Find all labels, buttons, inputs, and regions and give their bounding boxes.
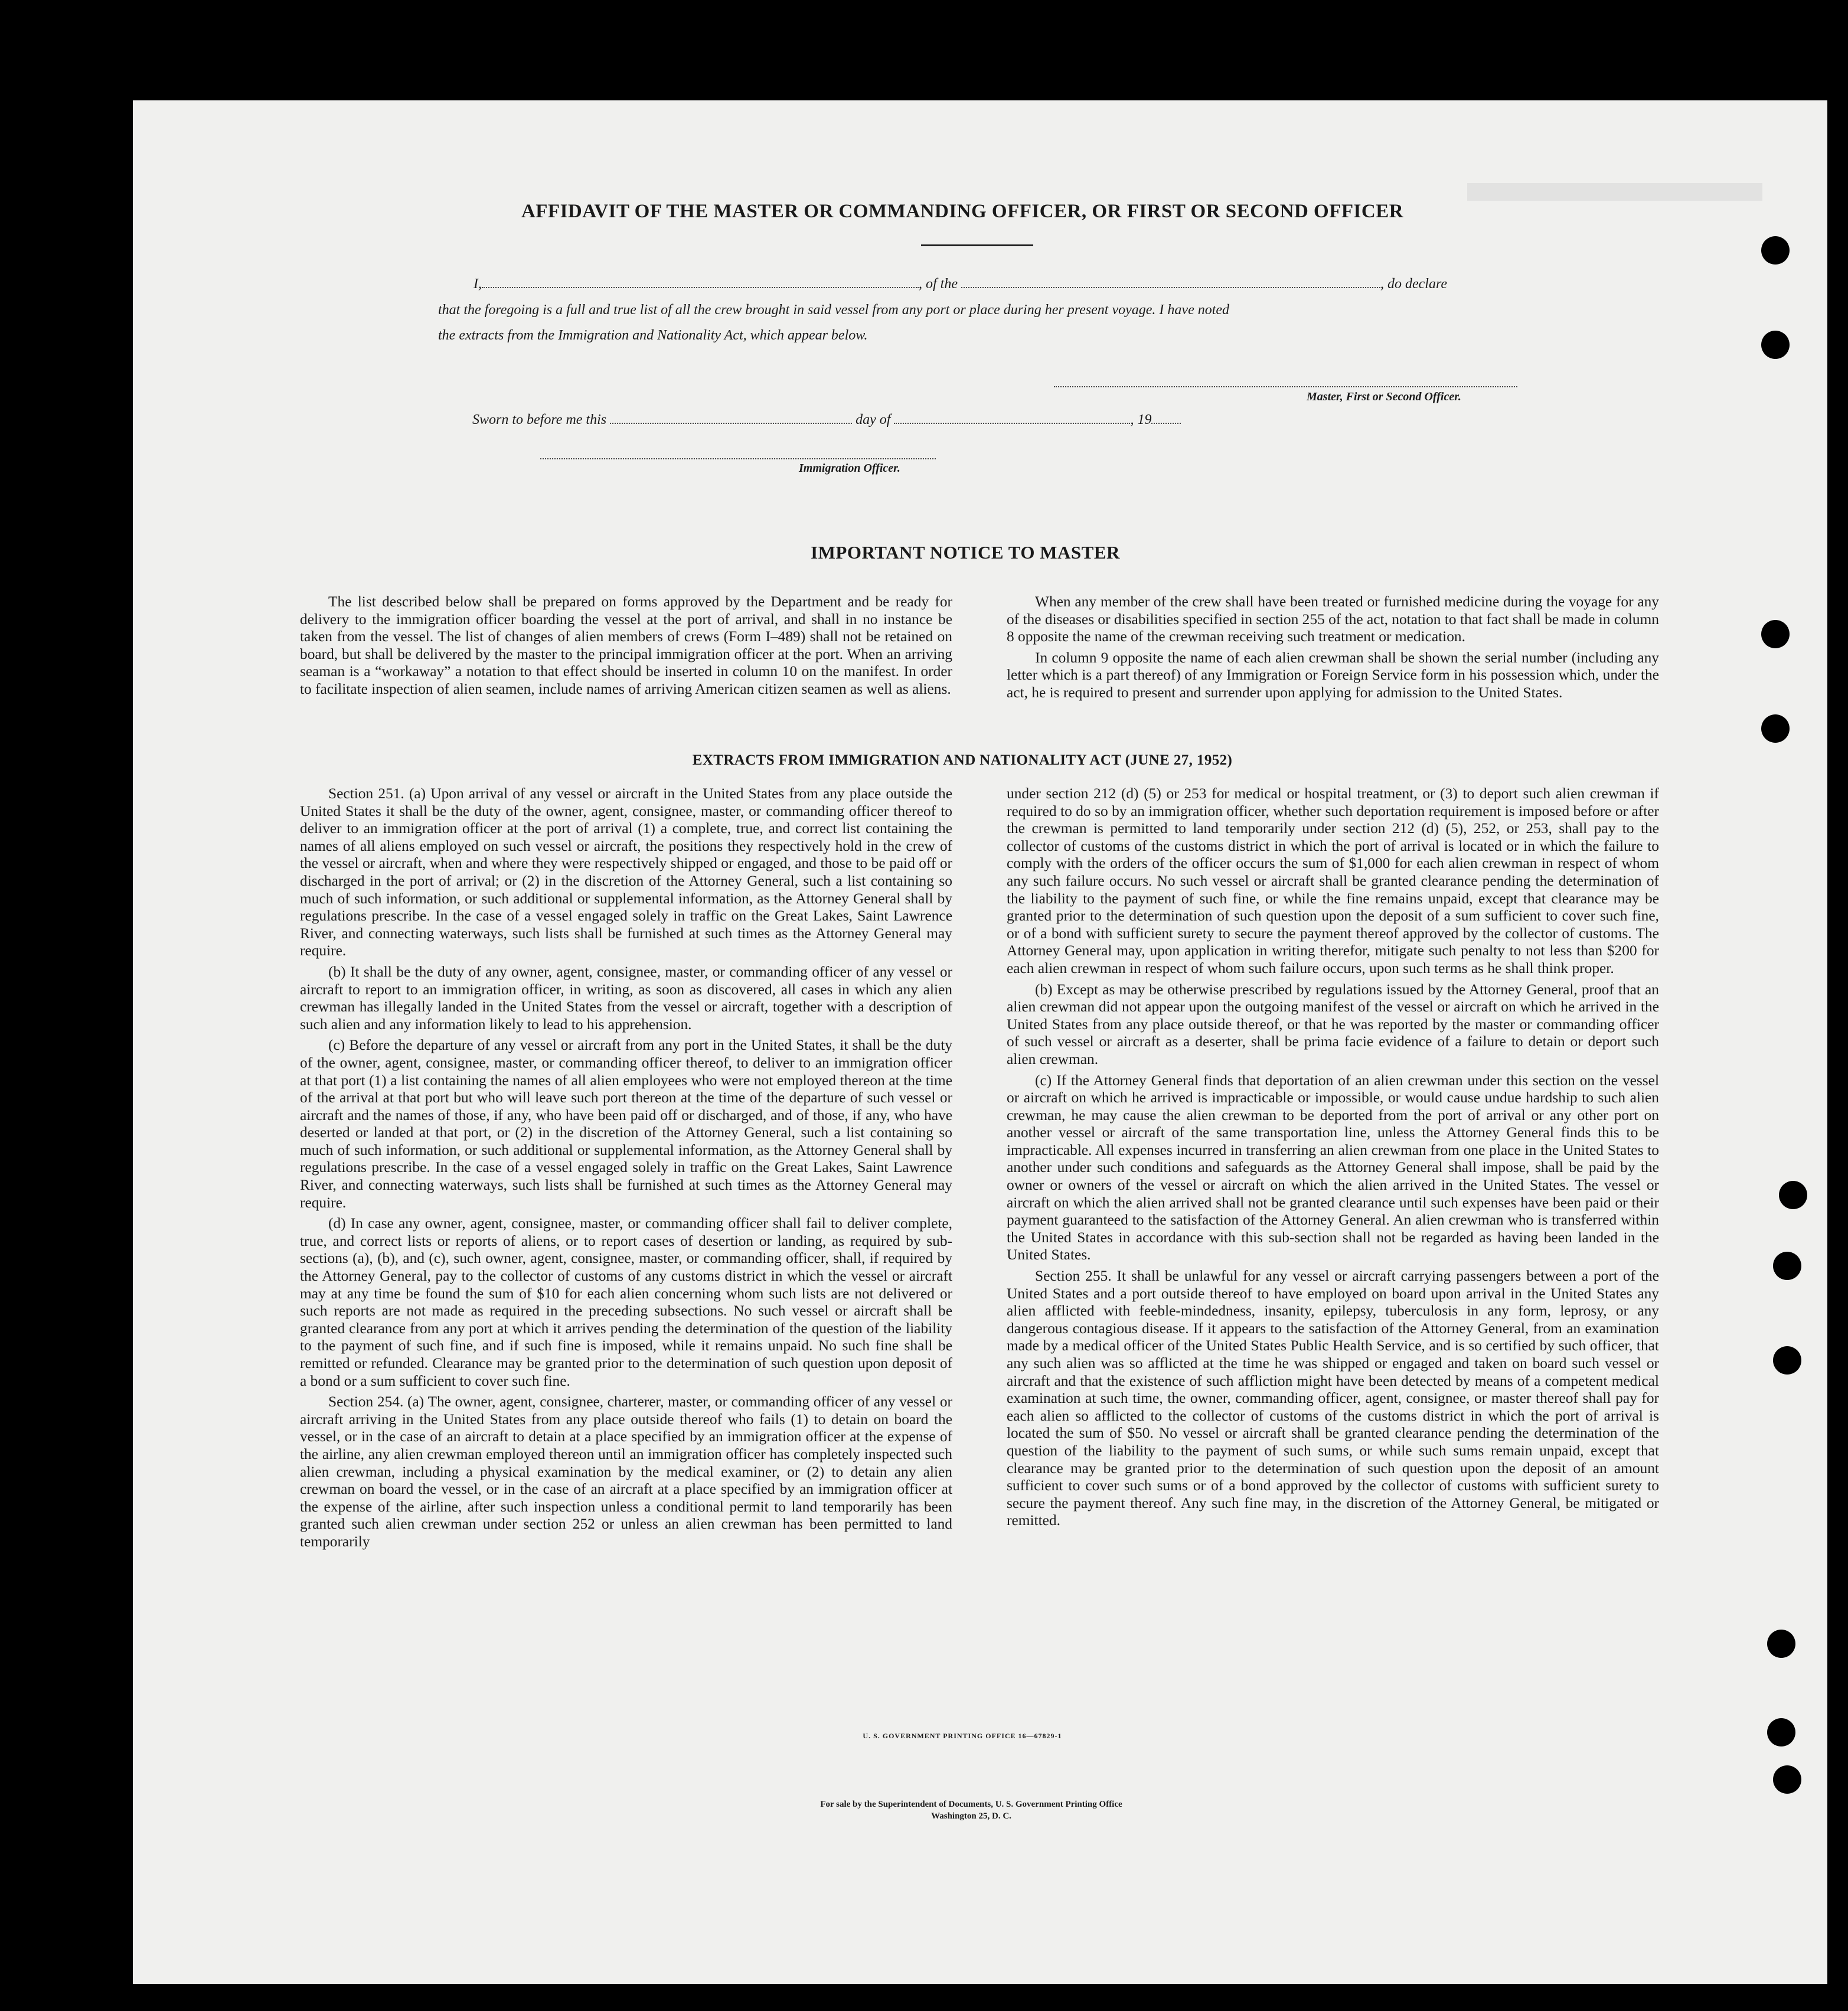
extract-paragraph: Section 255. It shall be unlawful for any vessel or aircraft carrying passengers between a port of the United States and a port outside thereof to have employed on board upon arrival in the United States any alien afflicted with feeble-mindedness, insanity, epilepsy, tuberculosis in any form, leprosy, or any dangerous contagious disease. If it appears to the satisfaction of the Attorney General, from an examination made by a medical officer of the United States Public Health Service, and is so certified by such officer, that any such alien was so afflicted at the time he was shipped or engaged and taken on board such vessel or aircraft and that the existence of such affliction might have been detected by means of a competent medical examination at such time, the owner, commanding officer, agent, consignee, or master thereof shall pay for each alien so afflicted to the collector of customs of the customs district in which the port of arrival is located the sum of $50. No vessel or aircraft shall be granted clearance pending the determination of the question of the liability to the payment of such sums, or while such sums remain unpaid, except that clearance may be granted prior to the determination of such question upon the deposit of an amount sufficient to cover such sums or of a bond approved by the collector of customs with sufficient surety to secure the payment thereof. Any such fine may, in the discretion of the Attorney General, be mitigated or remitted. bbox=[1007, 1268, 1659, 1529]
punch-hole bbox=[1773, 1252, 1801, 1280]
notice-left-column bbox=[300, 593, 952, 702]
punch-hole bbox=[1761, 714, 1790, 743]
year-label: , 19 bbox=[1130, 412, 1152, 427]
sale-line-2: Washington 25, D. C. bbox=[931, 1811, 1011, 1821]
affidavit-line-2: that the foregoing is a full and true list of all the crew brought in said vessel from any port or place during her present voyage. I have noted bbox=[438, 302, 1230, 318]
notice-paragraph: The list described below shall be prepared on forms approved by the Department and be ready for delivery to the immigration officer boarding the vessel at the port of arrival, and shall in no instance be taken from the vessel. The list of changes of alien members of crews (Form I–489) shall not be retained on board, but shall be delivered by the master to the principal immigration officer at the port. When an arriving seaman is a “workaway” a notation to that effect should be inserted in column 10 on the manifest. In order to facilitate inspection of alien seamen, include names of arriving American citizen seamen as well as aliens. bbox=[300, 593, 952, 697]
notice-title: IMPORTANT NOTICE TO MASTER bbox=[811, 542, 1120, 563]
sworn-line bbox=[472, 412, 1181, 428]
extract-paragraph: (c) If the Attorney General finds that deportation of an alien crewman under this section on the vessel or aircraft on which he arrived is impracticable or impossible, or would cause undue hardship to such alien crewman, he may cause the alien crewman to be deported from the port of arrival or any other port on another vessel or aircraft of the same transportation line, unless the Attorney General finds this to be impracticable. All expenses incurred in transferring an alien crewman from one place in the United States to another under such conditions and safeguards as the Attorney General shall impose, shall be paid by the owner or owners of the vessel or aircraft on which the alien arrived in the United States. The vessel or aircraft on which the alien arrived shall not be granted clearance until such expenses have been paid or their payment guaranteed to the satisfaction of the Attorney General. An alien crewman who is transferred within the United States in accordance with this sub-section shall not be regarded as having been landed in the United States. bbox=[1007, 1072, 1659, 1264]
punch-hole bbox=[1773, 1346, 1801, 1375]
affidavit-line-3: the extracts from the Immigration and Nationality Act, which appear below. bbox=[438, 328, 868, 343]
affidavit-of-the: , of the bbox=[919, 276, 958, 292]
punch-hole bbox=[1773, 1765, 1801, 1794]
affidavit-title: AFFIDAVIT OF THE MASTER OR COMMANDING OFFICER, OR FIRST OR SECOND OFFICER bbox=[521, 201, 1404, 222]
punch-hole bbox=[1761, 620, 1790, 648]
printing-office-line: U. S. GOVERNMENT PRINTING OFFICE 16—67829-1 bbox=[863, 1732, 1062, 1740]
extracts-left-column bbox=[300, 785, 952, 1555]
affidavit-line-1 bbox=[474, 276, 1447, 292]
sale-line-1: For sale by the Superintendent of Documents, U. S. Government Printing Office bbox=[820, 1800, 1122, 1809]
extract-paragraph: under section 212 (d) (5) or 253 for medical or hospital treatment, or (3) to deport such alien crewman if required to do so by an immigration officer, whether such deportation requirement is imposed before or after the crewman is permitted to land temporarily under section 212 (d) (5), 252, or 253, shall pay to the collector of customs of the customs district in which the port of arrival is located or in which the failure to comply with the orders of the officer occurs the sum of $1,000 for each alien crewman in respect of whom any such failure occurs. No such vessel or aircraft shall be granted clearance pending the determination of the liability to the payment of such fine, or while the fine remains unpaid, except that clearance may be granted prior to the determination of such question upon the deposit of a sum sufficient to cover such fine, or of a bond with sufficient surety to secure the payment thereof approved by the collector of customs. The Attorney General may, upon application in writing therefor, mitigate such penalty to not less than $200 for each alien crewman in respect of whom such failure occurs, upon such terms as he shall think proper. bbox=[1007, 785, 1659, 977]
day-of-label: day of bbox=[856, 412, 891, 427]
punch-hole bbox=[1761, 331, 1790, 359]
affidavit-declare: , do declare bbox=[1380, 276, 1448, 292]
extracts-title: EXTRACTS FROM IMMIGRATION AND NATIONALITY ACT (JUNE 27, 1952) bbox=[692, 752, 1233, 768]
notice-paragraph: When any member of the crew shall have been treated or furnished medicine during the voyage for any of the diseases or disabilities specified in section 255 of the act, notation to that fact shall be made in column 8 opposite the name of the crewman receiving such treatment or medication. bbox=[1007, 593, 1659, 645]
affidavit-i: I, bbox=[474, 276, 482, 292]
extract-paragraph: Section 254. (a) The owner, agent, consignee, charterer, master, or commanding officer of any vessel or aircraft arriving in the United States from any place outside thereof who fails (1) to detain on board the vessel, or in the case of an aircraft to detain at a place specified by an immigration officer at the expense of the airline, any alien crewman employed thereon until an immigration officer has completely inspected such alien crewman, including a physical examination by the medical examiner, or (2) to detain any alien crewman on board the vessel, or in the case of an aircraft at a place specified by an immigration officer at the expense of the airline, after such inspection unless a conditional permit to land temporarily has been granted such alien crewman under section 252 or unless an alien crewman has been permitted to land temporarily bbox=[300, 1393, 952, 1550]
punch-hole bbox=[1767, 1630, 1795, 1658]
officer-signature-line bbox=[540, 458, 936, 459]
notice-right-column bbox=[1007, 593, 1659, 706]
extract-paragraph: (b) Except as may be otherwise prescribed by regulations issued by the Attorney General, proof that an alien crewman did not appear upon the outgoing manifest of the vessel or aircraft on which he arrived in the United States from any place outside thereof, or that he was reported by the master or commanding officer of such vessel or aircraft as a deserter, shall be prima facie evidence of a failure to detain or deport such alien crewman. bbox=[1007, 981, 1659, 1067]
extract-paragraph: (b) It shall be the duty of any owner, agent, consignee, master, or commanding officer of any vessel or aircraft to report to an immigration officer, in writing, as soon as discovered, all cases in which any alien crewman has illegally landed in the United States from the vessel or aircraft, together with a description of such alien and any information likely to lead to his apprehension. bbox=[300, 963, 952, 1033]
extracts-right-column bbox=[1007, 785, 1659, 1533]
title-rule bbox=[921, 244, 1033, 246]
notice-paragraph: In column 9 opposite the name of each alien crewman shall be shown the serial number (including any letter which is a part thereof) of any Immigration or Foreign Service form in his possession which, under the act, he is required to present and surrender upon applying for admission to the United States. bbox=[1007, 649, 1659, 701]
punch-hole bbox=[1779, 1181, 1807, 1209]
master-signature-line bbox=[1054, 386, 1517, 387]
extract-paragraph: Section 251. (a) Upon arrival of any vessel or aircraft in the United States from any place outside the United States it shall be the duty of the owner, agent, consignee, master, or commanding officer thereof to deliver to an immigration officer at the port of arrival (1) a complete, true, and correct list containing the names of all aliens employed on such vessel or aircraft, the positions they respectively hold in the crew of the vessel or aircraft, when and where they were respectively shipped or engaged, and those to be paid off or discharged in the port of arrival; or (2) in the discretion of the Attorney General, such a list containing so much of such information, or such additional or supplemental information, as the Attorney General shall by regulations prescribe. In the case of a vessel engaged solely in traffic on the Great Lakes, Saint Lawrence River, and connecting waterways, such lists shall be furnished at such times as the Attorney General may require. bbox=[300, 785, 952, 959]
sworn-label: Sworn to before me this bbox=[472, 412, 607, 427]
punch-hole bbox=[1761, 236, 1790, 265]
officer-caption: Immigration Officer. bbox=[799, 462, 900, 475]
extract-paragraph: (d) In case any owner, agent, consignee, master, or commanding officer shall fail to deliver complete, true, and correct lists or reports of aliens, or to report cases of desertion or landing, as required by sub-sections (a), (b), and (c), such owner, agent, consignee, master, or commanding officer, shall, if required by the Attorney General, pay to the collector of customs of any customs district in which the vessel or aircraft may at any time be found the sum of $10 for each alien concerning whom such lists are not delivered or such reports are not made as required in the preceding subsections. No such vessel or aircraft shall be granted clearance from any port at which it arrives pending the determination of the question of the liability to the payment of such fine, and if such fine is imposed, while it remains unpaid. No such fine shall be remitted or refunded. Clearance may be granted prior to the determination of such question upon deposit of a bond or a sum sufficient to cover such fine. bbox=[300, 1215, 952, 1389]
master-caption: Master, First or Second Officer. bbox=[1307, 390, 1461, 403]
extract-paragraph: (c) Before the departure of any vessel or aircraft from any port in the United States, it shall be the duty of the owner, agent, consignee, master, or commanding officer thereof, to deliver to an immigration officer at that port (1) a list containing the names of all alien employees who were not employed thereon at the time of the arrival at that port but who will leave such port thereon at the time of the departure of such vessel or aircraft and the names of those, if any, who have been paid off or discharged, and of those, if any, who have deserted or landed at that port, or (2) in the discretion of the Attorney General, such a list containing so much of such information, or such additional or supplemental information, as the Attorney General shall by regulations prescribe. In the case of a vessel engaged solely in traffic on the Great Lakes, Saint Lawrence River, and connecting waterways, such lists shall be furnished at such times as the Attorney General may require. bbox=[300, 1037, 952, 1211]
document-page bbox=[133, 100, 1827, 1984]
